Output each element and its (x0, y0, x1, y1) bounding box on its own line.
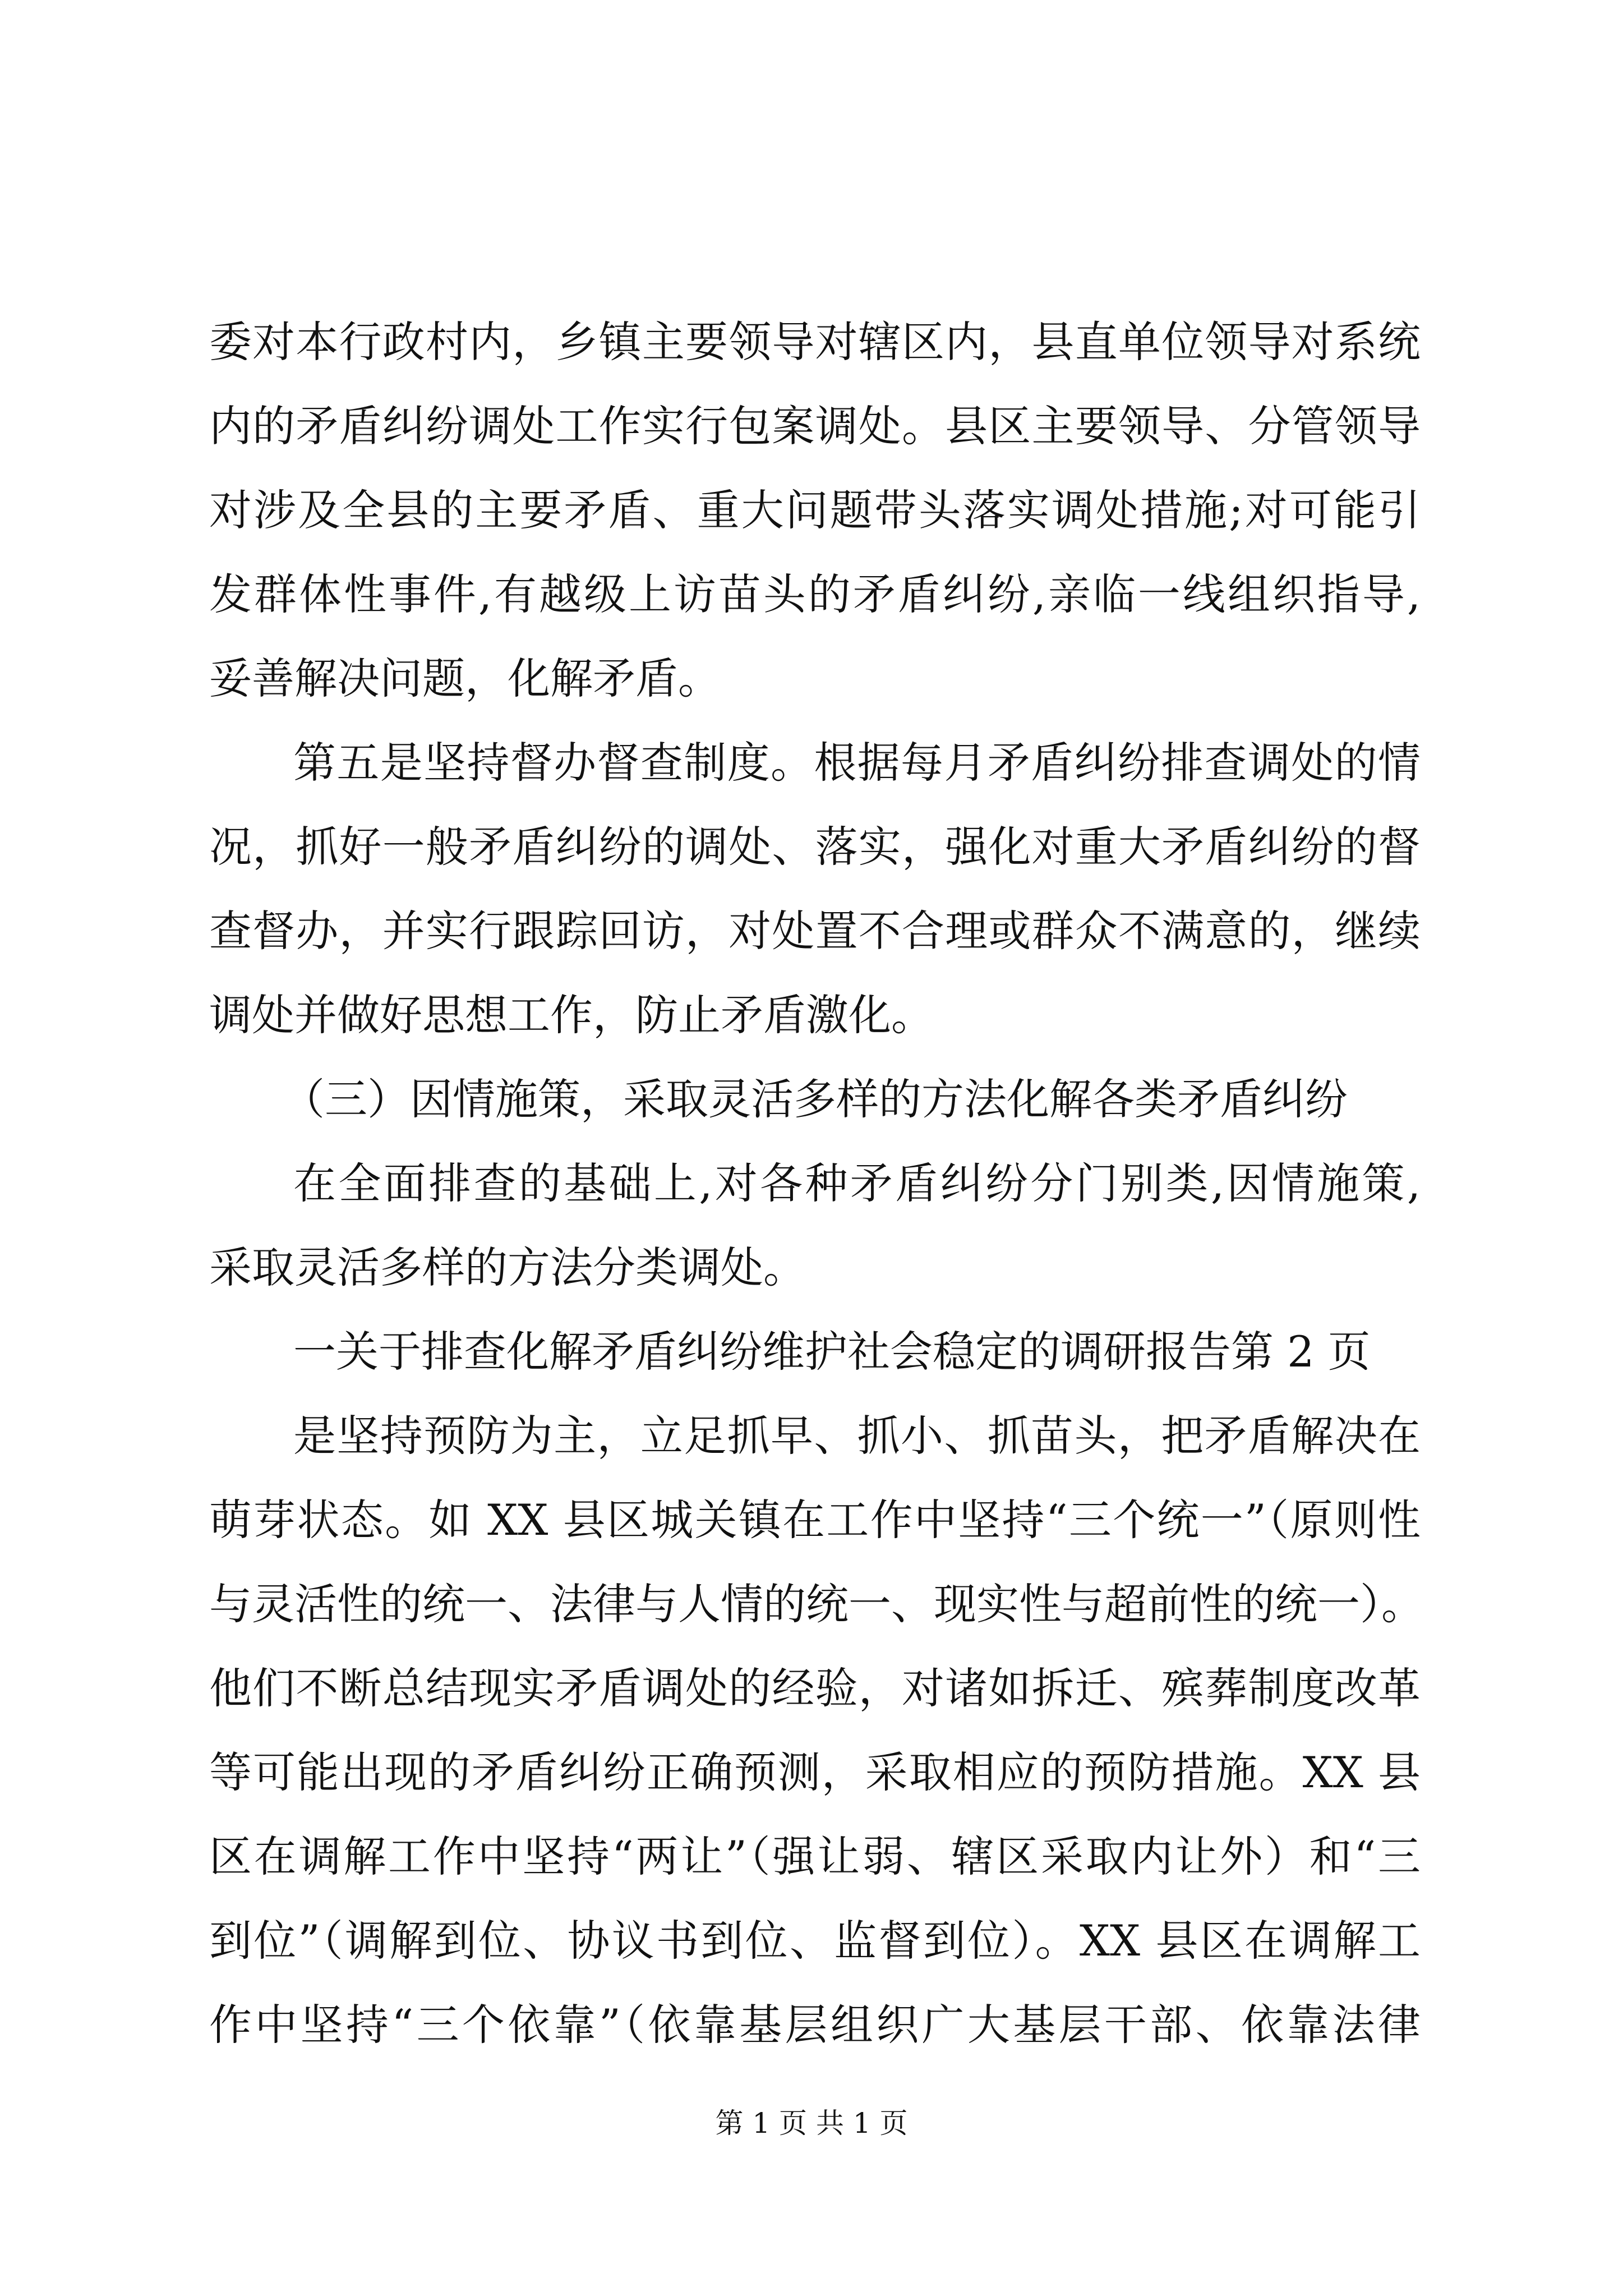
paragraph-line: 内的矛盾纠纷调处工作实行包案调处。县区主要领导、分管领导 (209, 401, 1421, 451)
paragraph-line: 是坚持预防为主，立足抓早、抓小、抓苗头，把矛盾解决在 (293, 1411, 1421, 1461)
paragraph-line: 他们不断总结现实矛盾调处的经验，对诸如拆迁、殡葬制度改革 (209, 1663, 1421, 1713)
paragraph-line: 委对本行政村内，乡镇主要领导对辖区内，县直单位领导对系统 (209, 317, 1421, 367)
paragraph-line: 第五是坚持督办督查制度。根据每月矛盾纠纷排查调处的情 (293, 738, 1421, 788)
paragraph-line: 到位”（调解到位、协议书到位、监督到位）。XX 县区在调解工 (209, 1916, 1421, 1966)
paragraph-line: 萌芽状态。如 XX 县区城关镇在工作中坚持“三个统一”（原则性 (209, 1495, 1421, 1545)
paragraph-line: 对涉及全县的主要矛盾、重大问题带头落实调处措施;对可能引 (209, 485, 1421, 535)
body-text (209, 300, 1424, 2067)
paragraph-line: 采取灵活多样的方法分类调处。 (209, 1243, 806, 1292)
page-footer: 第 1 页 共 1 页 (715, 2107, 908, 2139)
paragraph-line: 等可能出现的矛盾纠纷正确预测，采取相应的预防措施。XX 县 (209, 1747, 1421, 1797)
paragraph-line: 妥善解决问题，化解矛盾。 (209, 654, 721, 703)
paragraph-line: 查督办，并实行跟踪回访，对处置不合理或群众不满意的，继续 (209, 906, 1421, 956)
paragraph-line: 况，抓好一般矛盾纠纷的调处、落实，强化对重大矛盾纠纷的督 (209, 822, 1421, 872)
paragraph-line: 在全面排查的基础上,对各种矛盾纠纷分门别类,因情施策, (293, 1158, 1421, 1208)
paragraph-line: 一关于排查化解矛盾纠纷维护社会稳定的调研报告第 2 页 (293, 1327, 1371, 1377)
paragraph-line: 作中坚持“三个依靠”（依靠基层组织广大基层干部、依靠法律 (209, 2000, 1421, 2050)
paragraph-line: 调处并做好思想工作，防止矛盾激化。 (209, 990, 934, 1040)
section-heading: （三）因情施策，采取灵活多样的方法化解各类矛盾纠纷 (282, 1074, 1348, 1124)
paragraph-line: 发群体性事件,有越级上访苗头的矛盾纠纷,亲临一线组织指导, (209, 569, 1421, 619)
paragraph-line: 区在调解工作中坚持“两让”（强让弱、辖区采取内让外）和“三 (209, 1832, 1421, 1881)
paragraph-line: 与灵活性的统一、法律与人情的统一、现实性与超前性的统一）。 (209, 1579, 1424, 1629)
